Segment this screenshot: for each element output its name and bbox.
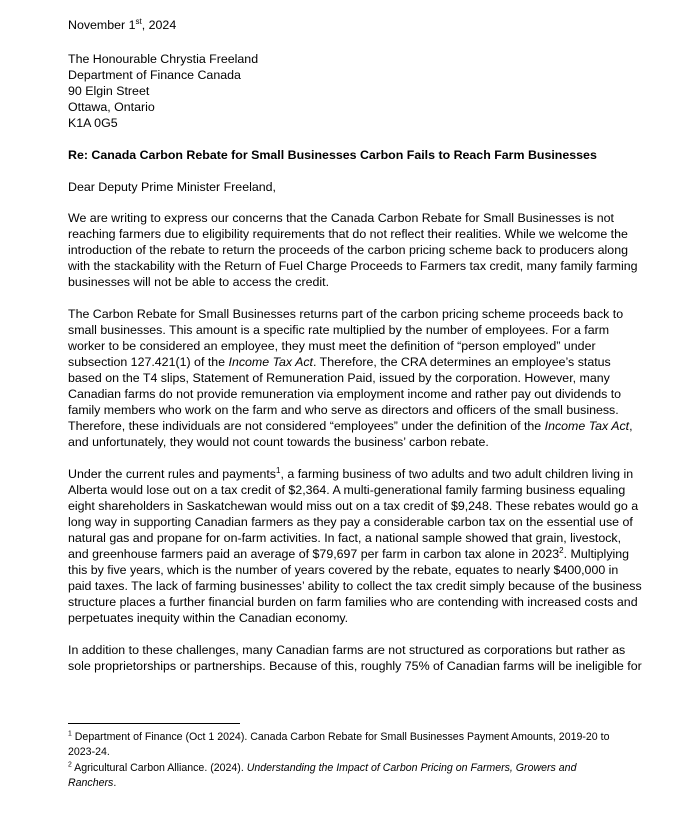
paragraph-line: businesses will not be able to access the credit. — [68, 275, 330, 289]
report-title: Understanding the Impact of Carbon Pricing on Farmers, Growers and — [246, 761, 577, 774]
paragraph-line: based on the T4 slips, Statement of Remuneration Paid, issued by the corporation. However, many — [68, 371, 610, 385]
paragraph-line: family members who work on the farm and who serve as directors and officers of the small business. — [68, 403, 619, 417]
paragraph-line: eight shareholders in Saskatchewan would miss out on a tax credit of $9,248. These rebates would go a — [68, 499, 639, 513]
paragraph-intro — [68, 210, 638, 290]
paragraph-line: Alberta would lose out on a tax credit of $2,364. A multi-generational family farming business equaling — [68, 483, 626, 497]
recipient-postal-code: K1A 0G5 — [68, 116, 118, 130]
paragraph-impact — [68, 466, 642, 626]
letter-date: November 1st, 2024 — [68, 16, 177, 32]
salutation: Dear Deputy Prime Minister Freeland, — [68, 180, 276, 194]
act-title: Income Tax Act — [544, 419, 630, 433]
paragraph-line: reaching farmers due to eligibility requirements that do not reflect their realities. While we welcome the — [68, 227, 628, 241]
footnotes — [68, 730, 609, 791]
recipient-street: 90 Elgin Street — [68, 84, 150, 98]
paragraph-line: paid taxes. The lack of farming businesses’ ability to collect the tax credit simply because of the business — [68, 579, 642, 593]
recipient-department: Department of Finance Canada — [68, 68, 241, 82]
paragraph-line: worker to be considered an employee, they must meet the definition of “person employed” under — [68, 339, 596, 353]
paragraph-line: small businesses. This amount is a specific rate multiplied by the number of employees. For a farm — [68, 323, 610, 337]
paragraph-line: with the stackability with the Return of Fuel Charge Proceeds to Farmers tax credit, many family farming — [68, 259, 638, 273]
paragraph-line: and unfortunately, they would not count towards the business’ carbon rebate. — [68, 435, 489, 449]
paragraph-line: this by five years, which is the number of years covered by the rebate, equates to nearly $400,000 in — [68, 563, 619, 577]
paragraph-line: introduction of the rebate to return the proceeds of the carbon pricing scheme back to producers along — [68, 243, 628, 257]
footnote-1: $^1$ Department of Finance (Oct 1 2024). Canada Carbon Rebate for Small Businesses Payment Amounts, 2019-20 to — [68, 730, 610, 743]
report-title: Ranchers — [68, 776, 114, 789]
recipient-city: Ottawa, Ontario — [68, 100, 155, 114]
subject-line: Re: Canada Carbon Rebate for Small Businesses Carbon Fails to Reach Farm Businesses — [68, 148, 597, 162]
paragraph-rebate-definition — [68, 306, 633, 450]
paragraph-line: perpetuates inequity within the Canadian economy. — [68, 611, 349, 625]
paragraph-line: subsection 127.421(1) of the Income Tax Act. Therefore, the CRA determines an employee’s status — [68, 355, 611, 369]
footnote-separator — [68, 723, 240, 724]
paragraph-line: Under the current rules and payments$^1$, a farming business of two adults and two adult children living in — [68, 465, 634, 481]
paragraph-structure — [68, 642, 642, 674]
footnote-2-continued: Ranchers. — [68, 776, 117, 789]
paragraph-line: Therefore, these individuals are not considered “employees” under the definition of the Income Tax Act, — [68, 419, 633, 433]
paragraph-line: and greenhouse farmers paid an average of $79,697 per farm in carbon tax alone in 2023$^2$. Multiplying — [68, 545, 630, 561]
footnote-1-continued: 2023-24. — [68, 746, 110, 759]
act-title: Income Tax Act — [228, 355, 313, 369]
recipient-name: The Honourable Chrystia Freeland — [68, 52, 259, 66]
paragraph-line: The Carbon Rebate for Small Businesses returns part of the carbon pricing scheme proceeds back to — [68, 307, 624, 321]
footnote-ref-1[interactable]: 1 — [276, 465, 281, 475]
paragraph-line: structure places a further financial burden on farm families who are contending with increased costs and — [68, 595, 638, 609]
paragraph-line: natural gas and propane for on-farm activities. In fact, a national sample showed that grain, livestock, — [68, 531, 622, 545]
paragraph-line: In addition to these challenges, many Canadian farms are not structured as corporations but rather as — [68, 643, 626, 657]
paragraph-line: We are writing to express our concerns that the Canada Carbon Rebate for Small Businesses is not — [68, 211, 614, 225]
footnote-2: $^2$ Agricultural Carbon Alliance. (2024). Understanding the Impact of Carbon Pricing on Farmers, Growers and — [68, 761, 577, 774]
recipient-address — [68, 51, 258, 131]
paragraph-line: long way in supporting Canadian farmers as they pay a considerable carbon tax on the essential use of — [68, 515, 633, 529]
paragraph-line: Canadian farms do not provide remuneration via employment income and rather pay out dividends to — [68, 387, 622, 401]
footnote-ref-2[interactable]: 2 — [559, 545, 564, 555]
paragraph-line: sole proprietorships or partnerships. Because of this, roughly 75% of Canadian farms will be ineligible for — [68, 659, 642, 673]
